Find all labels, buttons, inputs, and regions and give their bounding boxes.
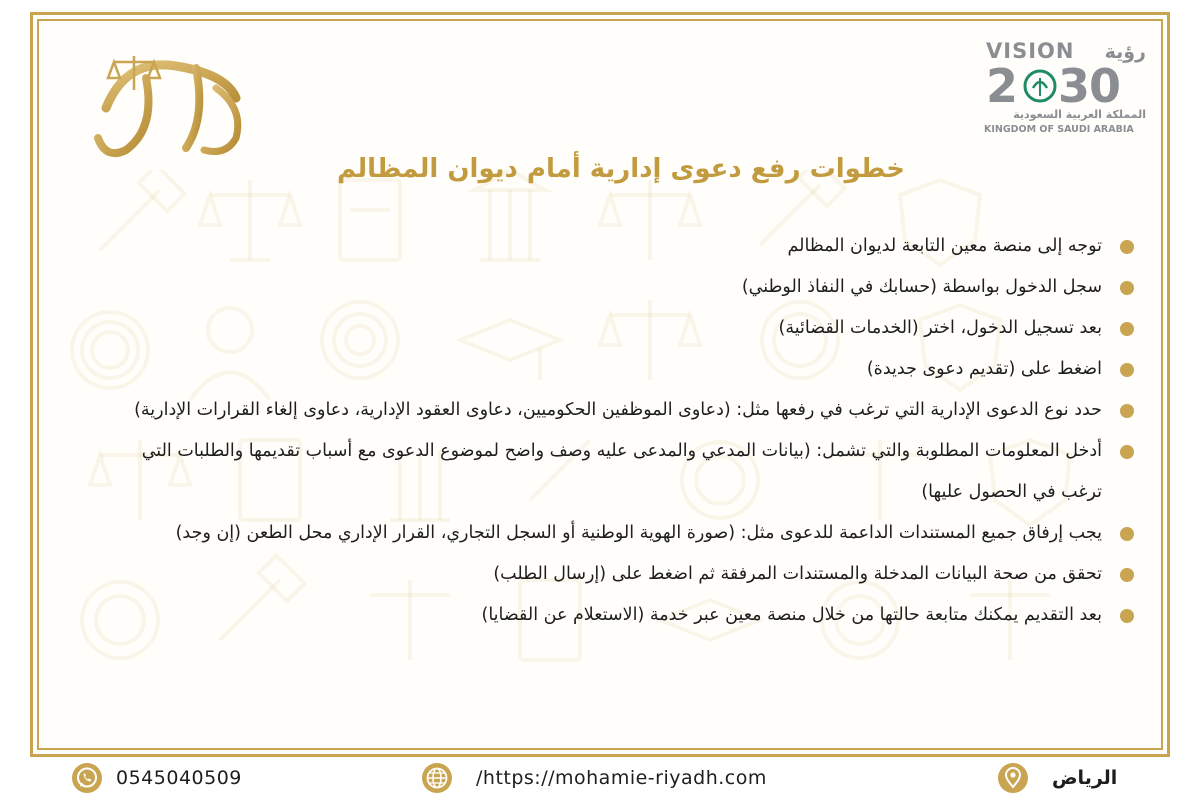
step-text: بعد تسجيل الدخول، اختر (الخدمات القضائية): [778, 318, 1102, 338]
contact-footer: [0, 760, 1200, 800]
list-item: [102, 390, 1142, 431]
bullet-dot: [1120, 527, 1134, 541]
list-item: [102, 226, 1142, 267]
bullet-dot: [1120, 568, 1134, 582]
website-contact[interactable]: [420, 760, 767, 796]
calligraphy-logo: [86, 38, 256, 168]
list-item: [102, 554, 1142, 595]
step-text: توجه إلى منصة معين التابعة لديوان المظالم: [787, 236, 1102, 256]
list-item: [102, 513, 1142, 554]
step-text: تحقق من صحة البيانات المدخلة والمستندات المرفقة ثم اضغط على (إرسال الطلب): [493, 564, 1102, 584]
svg-text:KINGDOM OF SAUDI ARABIA: KINGDOM OF SAUDI ARABIA: [984, 124, 1134, 135]
svg-text:VISION: VISION: [986, 39, 1075, 63]
step-text: بعد التقديم يمكنك متابعة حالتها من خلال منصة معين عبر خدمة (الاستعلام عن القضايا): [481, 605, 1102, 625]
list-item: [102, 349, 1142, 390]
svg-text:رؤية: رؤية: [1104, 41, 1146, 63]
step-text: اضغط على (تقديم دعوى جديدة): [866, 359, 1102, 379]
bullet-dot: [1120, 281, 1134, 295]
bullet-dot: [1120, 445, 1134, 459]
step-text: أدخل المعلومات المطلوبة والتي تشمل: (بيانات المدعي والمدعى عليه وصف واضح لموضوع الدعوى مع أسباب تقديمها والطلبات التي ترغب في الحصول عليها): [141, 441, 1102, 502]
whatsapp-icon: [70, 761, 104, 795]
svg-text:30: 30: [1058, 59, 1121, 113]
city-name: الرياض: [1052, 767, 1118, 789]
list-item: [102, 431, 1142, 513]
step-text: حدد نوع الدعوى الإدارية التي ترغب في رفعها مثل: (دعاوى الموظفين الحكوميين، دعاوى العقود الإدارية، دعاوى إلغاء القرارات الإدارية): [134, 400, 1102, 420]
list-item: [102, 267, 1142, 308]
location-contact[interactable]: [996, 760, 1117, 796]
svg-text:2: 2: [986, 59, 1018, 113]
bullet-dot: [1120, 363, 1134, 377]
bullet-dot: [1120, 240, 1134, 254]
bullet-dot: [1120, 404, 1134, 418]
phone-number: 0545040509: [116, 767, 242, 789]
list-item: [102, 308, 1142, 349]
globe-icon: [420, 761, 454, 795]
website-link: /https://mohamie-riyadh.com: [476, 767, 767, 789]
steps-list: [102, 226, 1142, 636]
step-text: يجب إرفاق جميع المستندات الداعمة للدعوى مثل: (صورة الهوية الوطنية أو السجل التجاري، القرار الإداري محل الطعن (إن وجد): [175, 523, 1102, 543]
vision-2030-logo: [978, 32, 1153, 142]
location-pin-icon: [996, 761, 1030, 795]
list-item: [102, 595, 1142, 636]
bullet-dot: [1120, 322, 1134, 336]
svg-text:المملكة العربية السعودية: المملكة العربية السعودية: [1013, 108, 1146, 121]
phone-contact[interactable]: [70, 760, 242, 796]
step-text: سجل الدخول بواسطة (حسابك في النفاذ الوطني): [741, 277, 1102, 297]
page-title: خطوات رفع دعوى إدارية أمام ديوان المظالم: [336, 154, 905, 184]
bullet-dot: [1120, 609, 1134, 623]
